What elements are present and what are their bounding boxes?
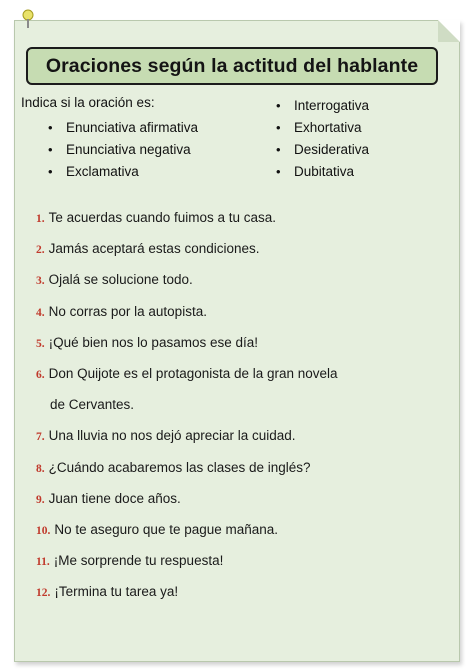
type-item: • Exhortativa xyxy=(276,117,369,139)
sentence-text: ¡Qué bien nos lo pasamos ese día! xyxy=(48,334,259,350)
sentence-text: Don Quijote es el protagonista de la gran novela xyxy=(48,365,338,381)
sentence-item xyxy=(36,458,338,489)
sentence-number: 2. xyxy=(36,244,45,257)
sentence-text: No te aseguro que te pague mañana. xyxy=(54,521,279,537)
sentence-item xyxy=(36,551,338,582)
bullet-icon: • xyxy=(276,98,281,113)
title-banner xyxy=(26,47,438,85)
type-item: • Enunciativa negativa xyxy=(48,139,198,161)
sentence-item xyxy=(36,239,338,270)
sentence-text: No corras por la autopista. xyxy=(48,303,207,319)
sentence-number: 8. xyxy=(36,462,45,475)
sentence-item xyxy=(36,582,338,613)
bullet-icon: • xyxy=(48,120,53,135)
bullet-icon: • xyxy=(276,142,281,157)
sentence-item xyxy=(36,302,338,333)
sentence-number: 10. xyxy=(36,524,51,537)
type-item: • Interrogativa xyxy=(276,95,369,117)
bullet-icon: • xyxy=(276,120,281,135)
sentence-text: Jamás aceptará estas condiciones. xyxy=(48,241,260,257)
sentence-item xyxy=(36,333,338,364)
sentence-number: 9. xyxy=(36,493,45,506)
sentence-number: 6. xyxy=(36,368,45,381)
sentence-item xyxy=(36,426,338,457)
sentence-types-right xyxy=(276,95,369,183)
sentence-text: ¿Cuándo acabaremos las clases de inglés? xyxy=(48,459,311,475)
sentence-item xyxy=(36,364,338,395)
sentence-text: Juan tiene doce años. xyxy=(48,490,181,506)
sentence-text: Te acuerdas cuando fuimos a tu casa. xyxy=(48,210,277,225)
sentence-number: 12. xyxy=(36,587,51,600)
sentence-list xyxy=(36,208,338,613)
type-item: • Exclamativa xyxy=(48,161,198,183)
sentence-text: ¡Me sorprende tu respuesta! xyxy=(53,553,224,569)
sentence-item xyxy=(36,489,338,520)
sentence-number: 5. xyxy=(36,337,45,350)
bullet-icon: • xyxy=(48,142,53,157)
sentence-item xyxy=(36,520,338,551)
sentence-item xyxy=(36,270,338,301)
type-item: • Desiderativa xyxy=(276,139,369,161)
bullet-icon: • xyxy=(48,164,53,179)
page-title: Oraciones según la actitud del hablante xyxy=(45,54,419,77)
type-item: • Enunciativa afirmativa xyxy=(48,117,198,139)
sentence-types-left xyxy=(48,117,198,183)
sentence-continuation xyxy=(36,395,338,426)
sentence-item xyxy=(36,208,338,239)
sentence-text: de Cervantes. xyxy=(50,397,135,413)
sentence-number: 1. xyxy=(36,213,45,225)
instruction-text: Indica si la oración es: xyxy=(21,95,155,110)
sentence-number: 3. xyxy=(36,275,45,288)
sentence-number: 7. xyxy=(36,431,45,444)
sentence-text: Una lluvia no nos dejó apreciar la cuidad. xyxy=(48,428,296,444)
sentence-text: ¡Termina tu tarea ya! xyxy=(54,584,179,600)
page-fold-corner xyxy=(438,20,460,42)
pushpin-icon xyxy=(20,8,36,30)
sentence-text: Ojalá se solucione todo. xyxy=(48,272,193,288)
sentence-number: 11. xyxy=(36,556,50,569)
type-item: • Dubitativa xyxy=(276,161,369,183)
bullet-icon: • xyxy=(276,164,281,179)
sentence-number: 4. xyxy=(36,306,45,319)
